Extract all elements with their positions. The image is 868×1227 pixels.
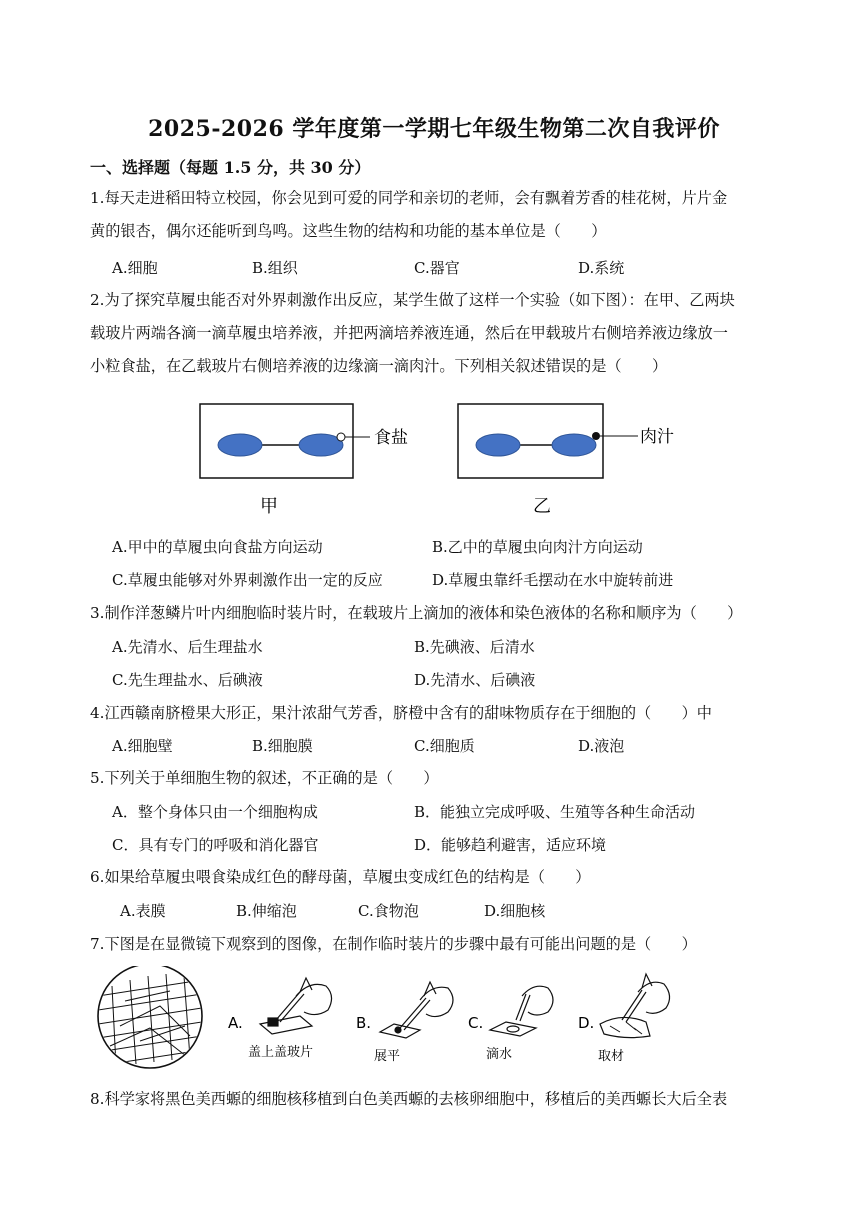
step-a-letter: A. — [228, 1014, 243, 1032]
q5-option-d: D．能够趋利避害，适应环境 — [414, 836, 607, 854]
q3-option-d: D.先清水、后碘液 — [414, 671, 536, 689]
q2-option-d: D.草履虫靠纤毛摆动在水中旋转前进 — [432, 571, 674, 589]
caption-jia: 甲 — [260, 496, 278, 517]
step-a-caption: 盖上盖玻片 — [248, 1045, 314, 1060]
q6-option-c: C.食物泡 — [358, 902, 419, 920]
q3-option-b: B.先碘液、后清水 — [414, 638, 535, 656]
q2-line3: 小粒食盐，在乙载玻片右侧培养液的边缘滴一滴肉汁。下列相关叙述错误的是（ ） — [90, 357, 668, 375]
q5-option-b: B．能独立完成呼吸、生殖等各种生命活动 — [414, 803, 696, 821]
salt-grain — [337, 433, 345, 441]
q4-option-a: A.细胞壁 — [112, 737, 173, 755]
q1-option-d: D.系统 — [578, 259, 625, 277]
q2-figure-slides — [190, 396, 690, 526]
q7-line1: 7.下图是在显微镜下观察到的图像，在制作临时装片的步骤中最有可能出问题的是（ ） — [90, 935, 697, 953]
q5-option-c: C．具有专门的呼吸和消化器官 — [112, 836, 319, 854]
q4-line1: 4.江西赣南脐橙果大形正，果汁浓甜气芳香，脐橙中含有的甜味物质存在于细胞的（ ）中 — [90, 704, 712, 722]
step-c-caption: 滴水 — [486, 1047, 513, 1062]
step-a-illustration — [260, 978, 332, 1034]
q1-line1: 1.每天走进稻田特立校园，你会见到可爱的同学和亲切的老师，会有飘着芳香的桂花树，片片金 — [90, 189, 728, 207]
q2-option-c: C.草履虫能够对外界刺激作出一定的反应 — [112, 571, 383, 589]
culture-drop-right-b — [552, 434, 596, 456]
q6-option-d: D.细胞核 — [484, 902, 546, 920]
culture-drop-left-b — [476, 434, 520, 456]
juice-label: 肉汁 — [640, 427, 674, 447]
q1-line2: 黄的银杏，偶尔还能听到鸟鸣。这些生物的结构和功能的基本单位是（ ） — [90, 222, 607, 240]
step-d-caption: 取材 — [598, 1049, 625, 1064]
section-heading: 一、选择题（每题 1.5 分，共 30 分） — [90, 158, 371, 177]
culture-drop-left-a — [218, 434, 262, 456]
step-b-letter: B. — [356, 1014, 372, 1032]
q4-option-c: C.细胞质 — [414, 737, 475, 755]
q4-option-d: D.液泡 — [578, 737, 625, 755]
salt-label: 食盐 — [374, 428, 408, 448]
q4-option-b: B.细胞膜 — [252, 737, 313, 755]
step-d-illustration — [600, 974, 670, 1038]
q6-line1: 6.如果给草履虫喂食染成红色的酵母菌，草履虫变成红色的结构是（ ） — [90, 868, 591, 886]
q1-option-c: C.器官 — [414, 259, 460, 277]
culture-drop-right-a — [299, 434, 343, 456]
q3-line1: 3.制作洋葱鳞片叶内细胞临时装片时，在载玻片上滴加的液体和染色液体的名称和顺序为（ ） — [90, 604, 743, 622]
q1-option-a: A.细胞 — [112, 259, 158, 277]
q3-option-a: A.先清水、后生理盐水 — [112, 638, 263, 656]
q6-option-a: A.表膜 — [120, 902, 166, 920]
microscope-view — [98, 966, 202, 1068]
q5-line1: 5.下列关于单细胞生物的叙述，不正确的是（ ） — [90, 769, 439, 787]
q6-option-b: B.伸缩泡 — [236, 902, 297, 920]
q7-figure — [90, 966, 710, 1076]
step-c-letter: C. — [468, 1014, 484, 1032]
step-c-illustration — [490, 986, 553, 1036]
q3-option-c: C.先生理盐水、后碘液 — [112, 671, 263, 689]
q8-line1: 8.科学家将黑色美西螈的细胞核移植到白色美西螈的去核卵细胞中，移植后的美西螈长大后全表 — [90, 1090, 728, 1108]
q1-option-b: B.组织 — [252, 259, 298, 277]
q5-option-a: A．整个身体只由一个细胞构成 — [112, 803, 318, 821]
step-b-illustration — [380, 982, 453, 1038]
meat-juice-drop — [592, 432, 600, 440]
q2-line1: 2.为了探究草履虫能否对外界刺激作出反应，某学生做了这样一个实验（如下图）：在甲、乙两块 — [90, 291, 735, 309]
page-title: 2025-2026 学年度第一学期七年级生物第二次自我评价 — [148, 116, 720, 142]
q2-option-a: A.甲中的草履虫向食盐方向运动 — [112, 538, 323, 556]
caption-yi: 乙 — [533, 496, 551, 517]
q2-option-b: B.乙中的草履虫向肉汁方向运动 — [432, 538, 643, 556]
q2-line2: 载玻片两端各滴一滴草履虫培养液，并把两滴培养液连通，然后在甲载玻片右侧培养液边缘放一 — [90, 324, 728, 342]
step-b-caption: 展平 — [374, 1049, 401, 1064]
step-d-letter: D. — [578, 1014, 595, 1032]
